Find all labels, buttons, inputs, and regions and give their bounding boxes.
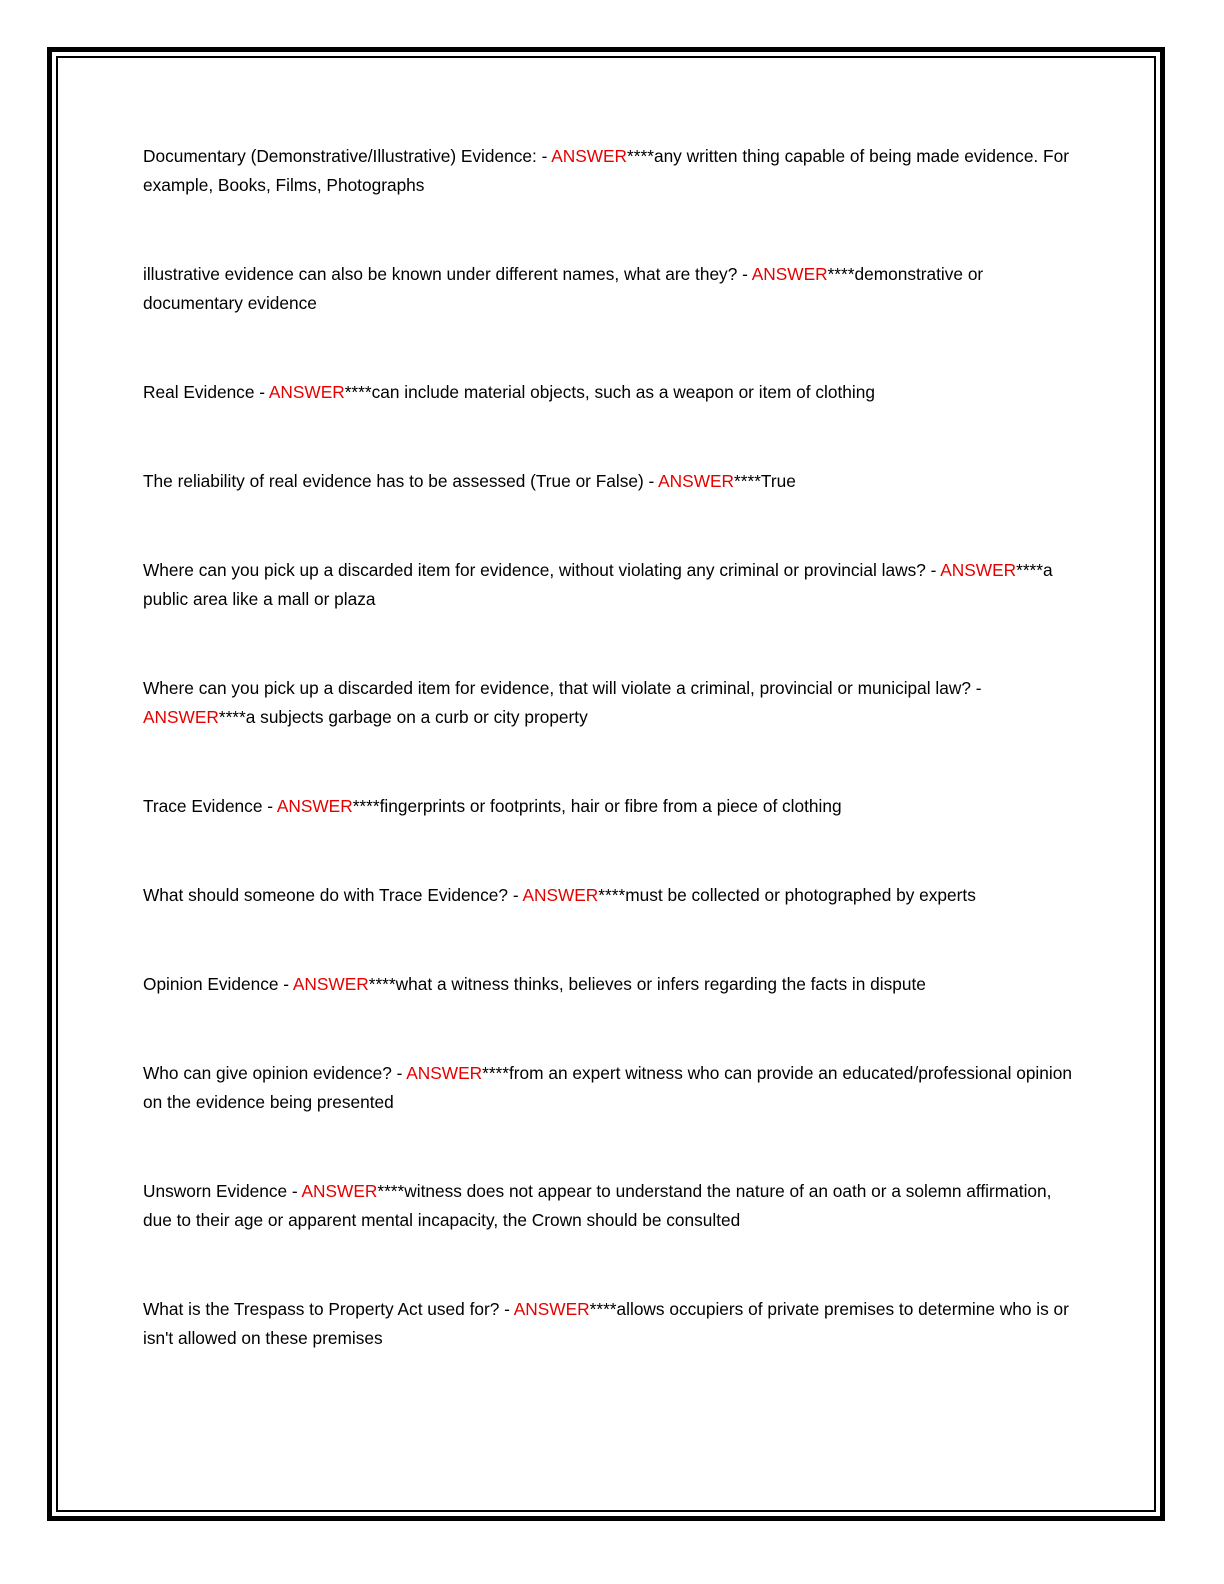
answer-text: demonstrative or documentary evidence [143,264,984,313]
answer-text: what a witness thinks, believes or infers regarding the facts in dispute [395,974,926,994]
answer-label: ANSWER [143,707,219,727]
qa-item [143,881,1073,910]
answer-label: ANSWER [522,885,599,905]
qa-item [143,556,1073,614]
answer-text: a subjects garbage on a curb or city property [245,707,588,727]
answer-text: allows occupiers of private premises to determine who is or isn't allowed on these premises [143,1299,1069,1348]
answer-label: ANSWER [292,974,369,994]
qa-item [143,1177,1073,1235]
answer-label: ANSWER [268,382,345,402]
question-text: What is the Trespass to Property Act used for? - [143,1299,514,1319]
answer-marker: **** [218,707,246,727]
answer-text: must be collected or photographed by experts [625,885,976,905]
question-text: Real Evidence - [143,382,269,402]
answer-marker: **** [598,885,626,905]
qa-item [143,792,1073,821]
answer-marker: **** [352,796,380,816]
question-text: The reliability of real evidence has to be assessed (True or False) - [143,471,659,491]
answer-marker: **** [482,1063,509,1083]
answer-text: fingerprints or footprints, hair or fibre from a piece of clothing [379,796,842,816]
question-text: Trace Evidence - [143,796,277,816]
question-text: Where can you pick up a discarded item for evidence, without violating any criminal or provincial laws? - [143,560,941,580]
question-text: Documentary (Demonstrative/Illustrative) Evidence: - [143,146,552,166]
answer-marker: **** [1016,560,1043,580]
answer-label: ANSWER [658,471,735,491]
question-text: Opinion Evidence - [143,974,293,994]
answer-label: ANSWER [940,560,1017,580]
answer-marker: **** [627,146,654,166]
question-text: Where can you pick up a discarded item for evidence, that will violate a criminal, provincial or municipal law? - [143,678,982,698]
answer-text: can include material objects, such as a weapon or item of clothing [371,382,875,402]
answer-marker: **** [734,471,761,491]
qa-item [143,1059,1073,1117]
answer-label: ANSWER [551,146,628,166]
qa-list [143,142,1073,1413]
answer-text: any written thing capable of being made evidence. For example, Books, Films, Photographs [143,146,1069,195]
question-text: illustrative evidence can also be known under different names, what are they? - [143,264,752,284]
answer-label: ANSWER [276,796,353,816]
question-text: Unsworn Evidence - [143,1181,302,1201]
qa-item [143,378,1073,407]
answer-text: a public area like a mall or plaza [143,560,1053,609]
answer-marker: **** [368,974,396,994]
question-text: Who can give opinion evidence? - [143,1063,407,1083]
answer-label: ANSWER [301,1181,378,1201]
qa-item [143,467,1073,496]
answer-label: ANSWER [513,1299,590,1319]
answer-marker: **** [589,1299,617,1319]
answer-marker: **** [344,382,372,402]
answer-text: from an expert witness who can provide an educated/professional opinion on the evidence being presented [143,1063,1072,1112]
answer-marker: **** [377,1181,405,1201]
answer-text: True [760,471,796,491]
answer-label: ANSWER [406,1063,483,1083]
question-text: What should someone do with Trace Evidence? - [143,885,523,905]
qa-item [143,970,1073,999]
qa-item [143,142,1073,200]
qa-item [143,260,1073,318]
answer-text: witness does not appear to understand the nature of an oath or a solemn affirmation, due to their age or apparent mental incapacity, the Crown should be consulted [143,1181,1052,1230]
qa-item [143,674,1073,732]
answer-label: ANSWER [751,264,828,284]
answer-marker: **** [827,264,855,284]
qa-item [143,1295,1073,1353]
